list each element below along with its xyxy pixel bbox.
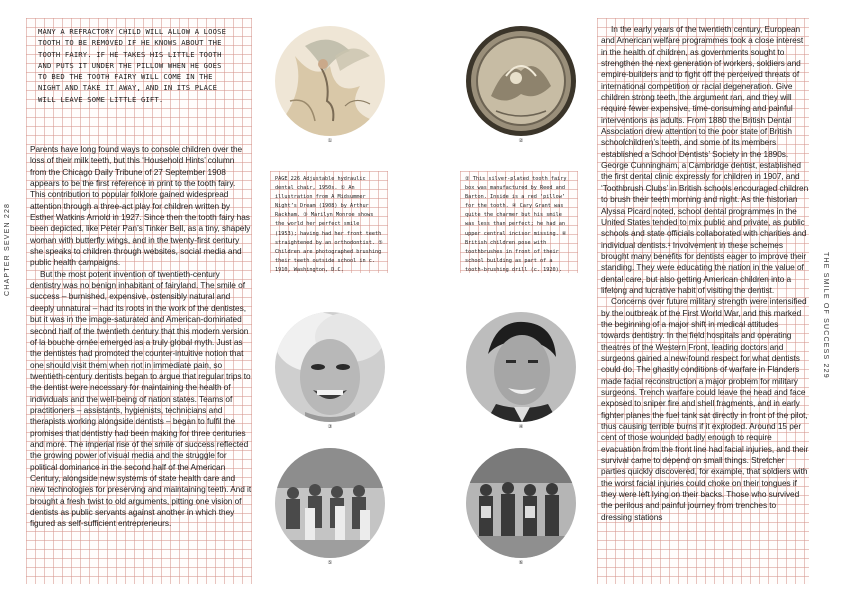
photo-number-3: ③ <box>327 424 333 430</box>
photo-number-4: ④ <box>518 424 524 430</box>
right-body-text <box>601 24 809 523</box>
tooth-fairy-box-photo <box>466 26 576 136</box>
running-head-right: THE SMILE OF SUCCESS 229 <box>822 252 829 379</box>
left-paragraph-2: But the most potent invention of twentieth-century dentistry was no benign inhabitant of fairyland. The smile of success – burnished, expensive, ostensibly natural and deeply unnatural – had its roots in the work of the dentistes, but it was in the image-saturated and American-dominated second half of the twentieth century that this modern version of la bouche ornée emerged as a truly global myth. Just as the dentistes had promoted the counter-intuitive notion that one should visit them when not in immediate pain, so twentieth-century dentists began to argue that regular trips to the dentist were necessary for maintaining the health of individuals and the well-being of nation states. Teams of practitioners – assistants, hygienists, technicians and therapists working alongside dentists – began to fulfil the promises that dentistry had been making for three centuries and more. The imperial rise of the smile of success reflected the growing power of visual media and the struggle for political dominance in the second half of the American Century, alongside new systems of state health care and new technologies for preserving and maintaining teeth. And it brought a fresh twist to old arguments, pitting one vision of dentists as public servants against another in which they figured as self-sufficient entrepreneurs. <box>30 268 252 529</box>
fairy-illustration-photo <box>275 26 385 136</box>
british-children-photo <box>466 448 576 558</box>
right-text-page <box>597 18 809 584</box>
photo-number-1: ① <box>327 138 333 144</box>
caption-left: PAGE 226 Adjustable hydraulic dental chair, 1950s. ① An illustration from A Midsummer Night’s Dream (1908) by Arthur Rackham. ③ Marilyn Monroe shows the world her perfect smile (1953); having had her front teeth straightened by an orthodontist. ⑤ Children are photographed brushing their teeth outside school in c. 1910, Washington, D.C. <box>270 171 388 273</box>
marilyn-monroe-photo <box>275 312 385 422</box>
cary-grant-photo <box>466 312 576 422</box>
children-brushing-photo <box>275 448 385 558</box>
left-body-text <box>30 144 252 530</box>
running-head-left: CHAPTER SEVEN 228 <box>4 202 11 296</box>
left-paragraph-1: Parents have long found ways to console children over the loss of their milk teeth, but this ‘Household Hints’ column from the Chicago Daily Tribune of 27 September 1908 appears to be the first reference in print to the tooth fairy. This contribution to popular folklore gained widespread attention through a three-act play for children written by Esther Watkins Arnold in 1927. Since then the tooth fairy has been depicted, like Peter Pan’s Tinker Bell, as a tiny, shapely woman with butterfly wings, and in the twenty-first century she speaks to children through websites, social media and public health campaigns. <box>30 144 251 268</box>
left-text-page <box>26 18 252 584</box>
photo-number-6: ⑥ <box>518 560 524 566</box>
epigraph: MANY A REFRACTORY CHILD WILL ALLOW A LOOSE TOOTH TO BE REMOVED IF HE KNOWS ABOUT THE TOOTH FAIRY. IF HE TAKES HIS LITTLE TOOTH AND PUTS IT UNDER THE PILLOW WHEN HE GOES TO BED THE TOOTH FAIRY WILL COME IN THE NIGHT AND TAKE IT AWAY, AND IN ITS PLACE WILL LEAVE SOME LITTLE GIFT. <box>38 27 227 104</box>
right-paragraph-1: In the early years of the twentieth century, European and American welfare programmes took a close interest in the health of children, as governments sought to strengthen the next generation of workers, soldiers and empire-builders and to fight off the perceived threats of international competition or racial degeneration. Give children strong teeth, the argument ran, and they will require fewer expensive, time-consuming and painful interventions as adults. From 1880 the British Dental Association drew attention to the poor state of British schoolchildren’s teeth, and some of its members established a School Dentists’ Society in the 1890s. George Cunningham, a Cambridge dentist, established the first dental clinic expressly for children in 1907, and ‘Toothbrush Clubs’ in British schools encouraged children to brush their teeth morning and night. As the historian Alyssa Picard noted, school dental programmes in the United States tended to mix public and private, as public schools and state officials collaborated with charities and individual dentists.¹ Involvement in these schemes brought many benefits for dentists eager to improve their standing. They were educating the nation in the value of dental care, but also getting American children into a lifelong and lucrative habit of visiting the dentist. <box>601 24 809 295</box>
caption-right: ② This silver-plated tooth fairy box was manufactured by Reed and Barton. Inside is a red ‘pillow’ for the tooth. ④ Cary Grant was quite the charmer but his smile was less than perfect; he had an upper central incisor missing. ⑥ British children pose with toothbrushes in front of their school building as part of a tooth-brushing drill (c. 1920). <box>460 171 578 273</box>
photo-number-2: ② <box>518 138 524 144</box>
right-paragraph-2: Concerns over future military strength were intensified by the outbreak of the First World War, and this marked the beginning of a major shift in medical attitudes towards dentistry. In the field hospitals and operating theatres of the Western Front, leading doctors and surgeons gained a new-found respect for what dentists could do. The ghastly conditions of warfare in Flanders made facial reconstruction a major problem for military surgeons. Trench warfare could leave the head and face exposed to sniper fire and shell fragments, and in early fighter planes the fuel tank sat directly in front of the pilot, thus causing terrible burns if it exploded. Around 15 per cent of those wounded badly enough to require evacuation from the front line had facial injuries, and their survival came to depend on small things. Stretcher parties quickly discovered, for example, that soldiers with the worst facial injuries could choke on their tongues if they were left lying on their backs. Those who survived the perilous and painful journey from trenches to dressing stations <box>601 296 809 522</box>
photo-number-5: ⑤ <box>327 560 333 566</box>
